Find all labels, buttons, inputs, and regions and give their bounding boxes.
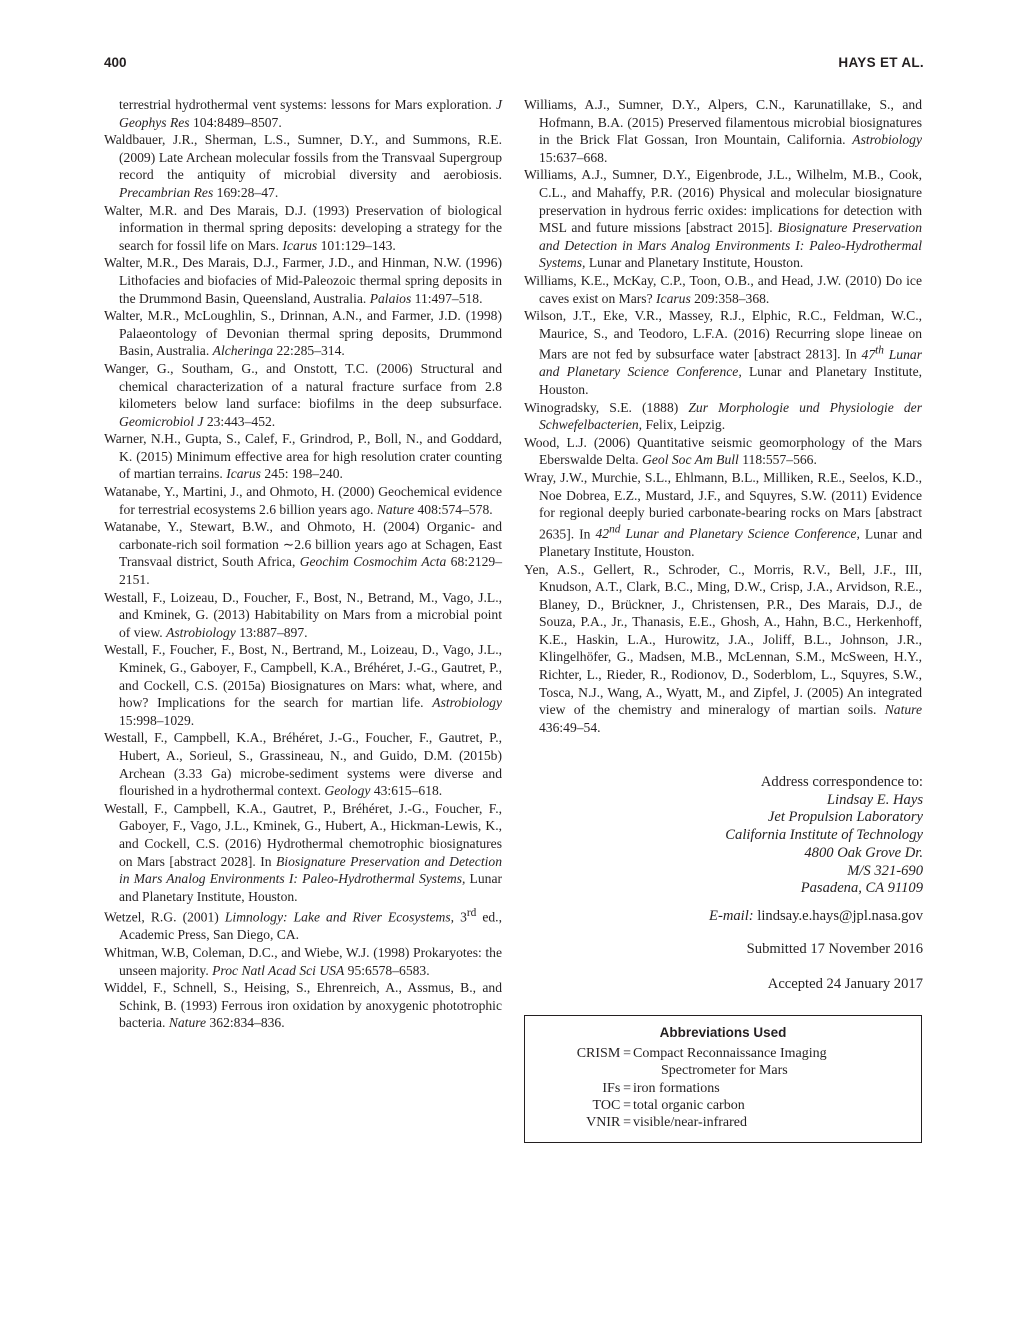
abbreviations-box [524,1015,922,1143]
references-left-column [104,96,502,1032]
abbreviation-definition: Spectrometer for Mars [633,1063,788,1079]
reference-entry: Walter, M.R., Des Marais, D.J., Farmer, J.D., and Hinman, N.W. (1996) Lithofacies and biofacies of Mid-Paleozoic thermal spring deposits in the Drummond Basin, Queensland, Australia. Palaios 11:497–518. [104,255,502,306]
running-head: HAYS ET AL. [838,55,924,70]
abbreviations-title: Abbreviations Used [659,1025,787,1040]
abbreviation-row [525,1045,921,1062]
abbreviation-row [525,1062,921,1079]
reference-entry: Wilson, J.T., Eke, V.R., Massey, R.J., Elphic, R.C., Feldman, W.C., Maurice, S., and Teodoro, L.F.A. (2016) Recurring slope lineae on Mars are not fed by subsurface water [abstract 2813]. In 47th Lunar and Planetary Science Conference, Lunar and Planetary Institute, Houston. [524,308,923,398]
reference-entry: Wanger, G., Southam, G., and Onstott, T.C. (2006) Structural and chemical characterization of a natural fracture surface from 2.8 kilometers below land surface: biofilms in the deep subsurface. Geomicrobiol J 23:443–452. [104,360,502,429]
accepted-date: Accepted 24 January 2017 [767,976,923,993]
reference-entry: Yen, A.S., Gellert, R., Schroder, C., Morris, R.V., Bell, J.F., III, Knudson, A.T., Clark, B.C., Ming, D.W., Crisp, J.A., Arvidson, R.E., Blaney, D., Brückner, J., Christensen, P.R., Des Marais, D.J., de Souza, P.A., Jr., Thanasis, E.E., Ghosh, A., Hahn, B.C., Herkenhoff, K.E., Haskin, L.A., Hurowitz, J.A., Joliff, B.L., Johnson, J.R., Klingelhöfer, G., Madsen, M.B., McLennan, S.M., McSween, H.Y., Richter, L., Rieder, R., Rodionov, D., Soderblom, L., Squyres, S.W., Tosca, N.J., Wang, A., Wyatt, M., and Zipfel, J. (2005) An integrated view of the chemistry and mineralogy of martian soils. Nature 436:49–54. [524,561,922,735]
abbreviation-term: CRISM = [576,1046,631,1062]
email-line [524,908,923,926]
abbreviation-definition: iron formations [633,1080,720,1096]
abbreviation-row [525,1080,921,1097]
abbreviation-row [525,1114,921,1131]
email-address[interactable]: lindsay.e.hays@jpl.nasa.gov [757,907,923,924]
reference-entry: Walter, M.R., McLoughlin, S., Drinnan, A.N., and Farmer, J.D. (1998) Palaeontology of Devonian thermal spring deposits, Drummond Basin, Australia. Alcheringa 22:285–314. [104,308,502,359]
email-label: E-mail: [709,907,754,924]
reference-entry: Whitman, W.B, Coleman, D.C., and Wiebe, W.J. (1998) Prokaryotes: the unseen majority. Proc Natl Acad Sci USA 95:6578–6583. [104,945,502,978]
page-number: 400 [104,55,127,70]
abbreviation-term: TOC = [592,1097,631,1113]
page-header [104,55,924,77]
correspondence-address [524,774,923,994]
abbreviation-definition: Compact Reconnaissance Imaging [633,1046,827,1062]
reference-entry: Wetzel, R.G. (2001) Limnology: Lake and River Ecosystems, 3rd ed., Academic Press, San Diego, CA. [104,907,502,943]
references-right-column [524,96,922,736]
reference-entry: Wray, J.W., Murchie, S.L., Ehlmann, B.L., Milliken, R.E., Seelos, K.D., Noe Dobrea, E.Z., Mustard, J.F., and Squyres, S.W. (2011) Evidence for regional deeply buried carbonate-bearing rocks on Mars [abstract 2635]. In 42nd Lunar and Planetary Science Conference, Lunar and Planetary Institute, Houston. [524,470,922,559]
abbreviation-definition: total organic carbon [633,1097,745,1113]
reference-entry: Winogradsky, S.E. (1888) Zur Morphologie und Physiologie der Schwefelbacterien, Felix, Leipzig. [524,399,922,433]
reference-entry: Widdel, F., Schnell, S., Heising, S., Ehrenreich, A., Assmus, B., and Schink, B. (1993) Ferrous iron oxidation by anoxygenic phototrophic bacteria. Nature 362:834–836. [104,980,502,1031]
reference-entry: Williams, A.J., Sumner, D.Y., Eigenbrode, J.L., Wilhelm, M.B., Cook, C.L., and Mahaffy, P.R. (2016) Physical and molecular biosignature preservation in hydrous ferric oxides: implications for detection with MSL and future missions [abstract 2015]. Biosignature Preservation and Detection in Mars Analog Environments I: Paleo-Hydrothermal Systems, Lunar and Planetary Institute, Houston. [524,167,922,271]
street-address: 4800 Oak Grove Dr. [804,844,923,861]
reference-entry: Walter, M.R. and Des Marais, D.J. (1993) Preservation of biological information in thermal spring deposits: developing a strategy for the search for fossil life on Mars. Icarus 101:129–143. [104,202,502,253]
reference-entry: Westall, F., Campbell, K.A., Gautret, P., Bréhéret, J.-G., Foucher, F., Gaboyer, F., Vago, J.L., Kminek, G., Hubert, A., Hickman-Lewis, K., and Cockell, C.S. (2016) Hydrothermal chemotrophic biosignatures on Mars [abstract 2028]. In Biosignature Preservation and Detection in Mars Analog Environments I: Paleo-Hydrothermal Systems, Lunar and Planetary Institute, Houston. [104,800,503,904]
mail-stop: M/S 321-690 [847,862,923,879]
reference-entry: Westall, F., Loizeau, D., Foucher, F., Bost, N., Betrand, M., Vago, J.L., and Kminek, G. (2013) Habitability on Mars from a microbial point of view. Astrobiology 13:887–897. [104,589,502,640]
reference-entry: Warner, N.H., Gupta, S., Calef, F., Grindrod, P., Boll, N., and Goddard, K. (2015) Minimum effective area for high resolution crater counting of martian terrains. Icarus 245: 198–240. [104,431,502,482]
reference-entry: Wood, L.J. (2006) Quantitative seismic geomorphology of the Mars Eberswalde Delta. Geol Soc Am Bull 118:557–566. [524,434,922,468]
abbreviation-term: VNIR = [586,1115,631,1131]
org-line-1: Jet Propulsion Laboratory [767,809,923,826]
reference-entry: terrestrial hydrothermal vent systems: lessons for Mars exploration. J Geophys Res 104:8489–8507. [119,97,502,130]
address-intro: Address correspondence to: [760,774,923,790]
author-name: Lindsay E. Hays [826,791,923,808]
reference-entry: Watanabe, Y., Stewart, B.W., and Ohmoto, H. (2004) Organic- and carbonate-rich soil formation ∼2.6 billion years ago at Schagen, East Transvaal district, South Africa, Geochim Cosmochim Acta 68:2129–2151. [104,519,503,588]
city-line: Pasadena, CA 91109 [800,880,923,897]
abbreviation-row [525,1097,921,1114]
reference-entry: Williams, A.J., Sumner, D.Y., Alpers, C.N., Karunatillake, S., and Hofmann, B.A. (2015) Preserved filamentous microbial biosignatures in the Brick Flat Gossan, Iron Mountain, California. Astrobiology 15:637–668. [524,97,922,165]
abbreviation-definition: visible/near-infrared [633,1115,747,1131]
reference-entry: Waldbauer, J.R., Sherman, L.S., Sumner, D.Y., and Summons, R.E. (2009) Late Archean molecular fossils from the Transvaal Supergroup record the antiquity of microbial diversity and aerobiosis. Precambrian Res 169:28–47. [104,132,502,200]
abbreviation-term [525,1062,633,1079]
reference-entry: Williams, K.E., McKay, C.P., Toon, O.B., and Head, J.W. (2010) Do ice caves exist on Mars? Icarus 209:358–368. [524,272,922,306]
reference-entry: Westall, F., Foucher, F., Bost, N., Bertrand, M., Loizeau, D., Vago, J.L., Kminek, G., Gaboyer, F., Campbell, K.A., Bréhéret, J.-G., Gautret, P., and Cockell, C.S. (2015a) Biosignatures on Mars: what, where, and how? Implications for the search for martian life. Astrobiology 15:998–1029. [104,642,502,728]
reference-entry: Westall, F., Campbell, K.A., Bréhéret, J.-G., Foucher, F., Gautret, P., Hubert, A., Sorieul, S., Grassineau, N., and Guido, D.M. (2015b) Archean (3.33 Ga) microbe-sediment systems were diverse and flourished in a hydrothermal context. Geology 43:615–618. [104,730,502,799]
org-line-2: California Institute of Technology [725,827,923,844]
abbreviation-term: IFs = [602,1080,631,1096]
submitted-date: Submitted 17 November 2016 [746,940,923,957]
reference-entry: Watanabe, Y., Martini, J., and Ohmoto, H. (2000) Geochemical evidence for terrestrial ecosystems 2.6 billion years ago. Nature 408:574–578. [104,484,502,517]
